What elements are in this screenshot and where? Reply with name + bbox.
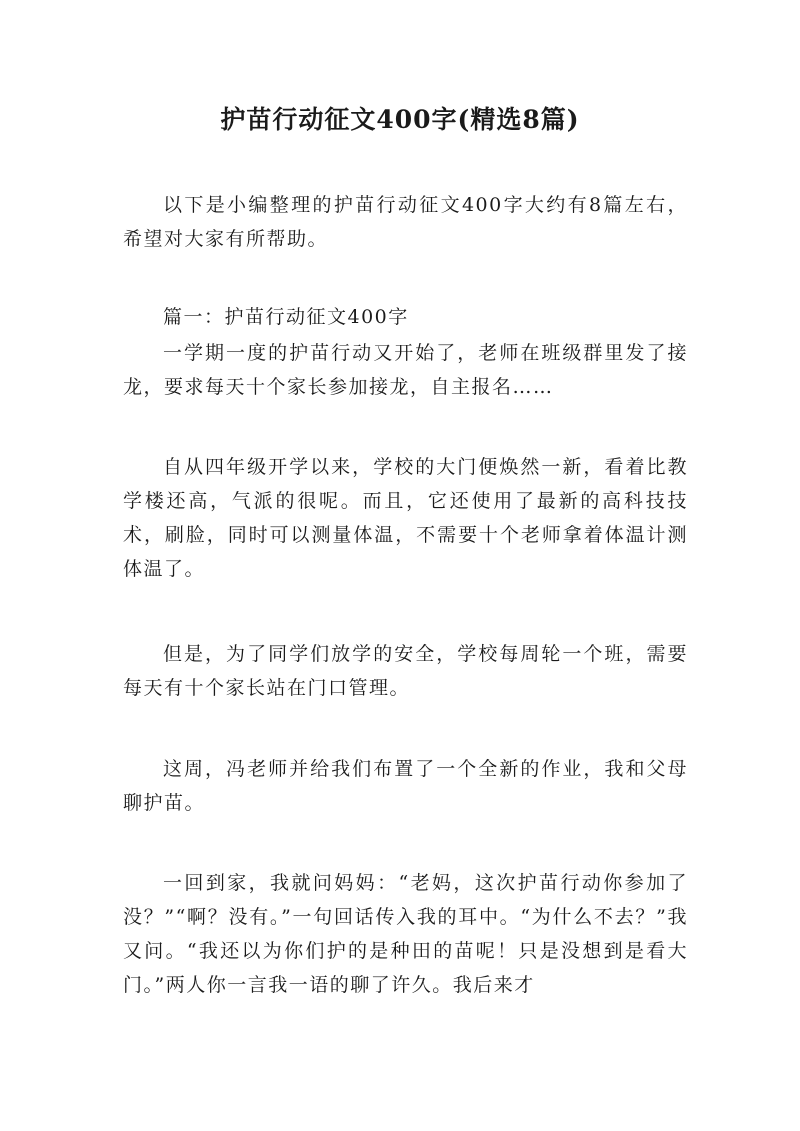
paragraph-4: 这周，冯老师并给我们布置了一个全新的作业，我和父母聊护苗。 (123, 758, 688, 814)
paragraph-5: 一回到家，我就问妈妈：“老妈，这次护苗行动你参加了没？”“啊？没有。”一句回话传入我的耳中。“为什么不去？”我又问。“我还以为你们护的是种田的苗呢！只是没想到是看大门。”两人你一言我一语的聊了许久。我后来才 (123, 872, 688, 996)
paragraph-1: 一学期一度的护苗行动又开始了，老师在班级群里发了接龙，要求每天十个家长参加接龙，自主报名…… (123, 342, 688, 398)
section-heading: 篇一：护苗行动征文400字 (163, 306, 409, 328)
intro-paragraph: 以下是小编整理的护苗行动征文400字大约有8篇左右，希望对大家有所帮助。 (123, 194, 688, 250)
document-title: 护苗行动征文400字(精选8篇) (220, 105, 580, 134)
paragraph-3: 但是，为了同学们放学的安全，学校每周轮一个班，需要每天有十个家长站在门口管理。 (123, 643, 688, 699)
paragraph-2: 自从四年级开学以来，学校的大门便焕然一新，看着比教学楼还高，气派的很呢。而且，它还使用了最新的高科技技术，刷脸，同时可以测量体温，不需要十个老师拿着体温计测体温了。 (123, 456, 688, 580)
